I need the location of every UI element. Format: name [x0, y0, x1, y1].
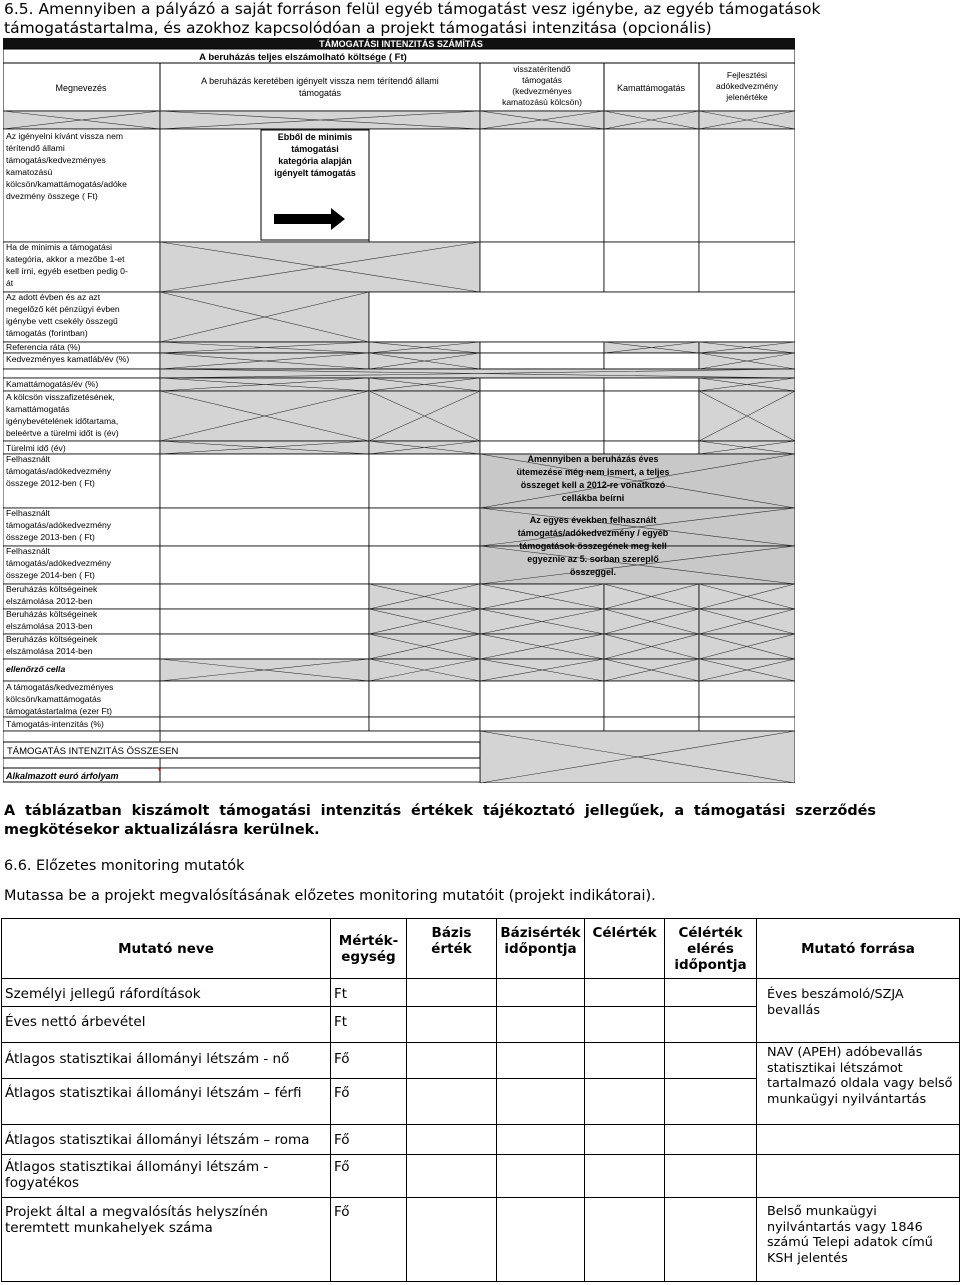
sheet-cell: [3, 758, 160, 768]
sheet-row-label: támogatás/adókedvezmény: [6, 466, 112, 476]
base-date-cell[interactable]: [497, 1007, 585, 1043]
base-date-cell[interactable]: [497, 1043, 585, 1079]
intensity-calculation-sheet: [3, 38, 795, 783]
col-visszaterit-l4: kamatozású kölcsön): [502, 97, 582, 107]
sheet-row-label: Kedvezményes kamatláb/év (%): [6, 354, 130, 364]
table-row: [2, 1043, 960, 1079]
euro-rate-label: Alkalmazott euró árfolyam: [6, 771, 119, 781]
col-vissza-nem-l1: A beruházás keretében igényelt vissza nem térítendő állami: [201, 76, 439, 86]
sheet-cell: [699, 717, 795, 731]
sheet-cell: [604, 129, 699, 242]
sheet-cell: [480, 391, 604, 441]
target-date-cell[interactable]: [665, 1155, 757, 1198]
indicator-unit: Fő: [331, 1125, 407, 1155]
deminimis-l4: igényelt támogatás: [274, 168, 356, 178]
sheet-row-label: elszámolása 2014-ben: [6, 646, 93, 656]
indicator-source: NAV (APEH) adóbevallás statisztikai létszámot tartalmazó oldala vagy belső munkaügyi nyilvántartás: [757, 1043, 960, 1125]
base-date-cell[interactable]: [497, 1198, 585, 1282]
indicator-name: Átlagos statisztikai állományi létszám – roma: [2, 1125, 331, 1155]
sheet-row-label: Türelmi idő (év): [6, 443, 66, 453]
sheet-row-label: kamatozású: [6, 167, 53, 177]
sheet-cell: [480, 242, 604, 292]
sheet-cell: [369, 546, 480, 584]
sheet-cell: [604, 378, 699, 391]
sheet-cell: [160, 546, 369, 584]
sheet-cell: [160, 609, 369, 634]
table-row: [2, 1155, 960, 1198]
sheet-cell: [160, 731, 480, 742]
col-visszaterit-l1: visszatérítendő: [513, 64, 571, 74]
sheet-row-label: térítendő állami: [6, 143, 65, 153]
sheet-row-label: igénybevételének időtartama,: [6, 416, 119, 426]
section-heading-line1: 6.5. Amennyiben a pályázó a saját forráson felül egyéb támogatást vesz igénybe, az egyéb támogatások: [4, 0, 821, 18]
sheet-row-label: elszámolása 2012-ben: [6, 596, 93, 606]
source-empty-cell[interactable]: [757, 1125, 960, 1155]
base-date-cell[interactable]: [497, 1155, 585, 1198]
table-row: [2, 1198, 960, 1282]
sheet-row-label: Támogatás-intenzitás (%): [6, 719, 104, 729]
indicator-unit: Ft: [331, 979, 407, 1007]
sheet-row-label: támogatástartalma (ezer Ft): [6, 706, 113, 716]
note-b-l2: támogatás/adókedvezmény / egyéb: [517, 528, 669, 538]
note-b-l4: egyeznie az 5. sorban szereplő: [527, 554, 659, 564]
total-intensity-label: TÁMOGATÁS INTENZITÁS ÖSSZESEN: [7, 746, 179, 757]
base-value-cell[interactable]: [407, 1155, 497, 1198]
note-b-l3: támogatások összegének meg kell: [519, 541, 667, 551]
indicator-unit: Fő: [331, 1198, 407, 1282]
sheet-cell: [369, 292, 795, 342]
target-date-cell[interactable]: [665, 1043, 757, 1079]
indicators-header-row: [2, 919, 960, 979]
note-b-l1: Az egyes években felhasznált: [529, 515, 657, 525]
deminimis-l2: támogatási: [291, 144, 339, 154]
header-base-date: Bázisérték időpontja: [497, 919, 585, 979]
sheet-row-label: összege 2014-ben ( Ft): [6, 570, 95, 580]
table-row: [2, 1125, 960, 1155]
sheet-row-label: át: [6, 278, 14, 288]
col-kamattamogatas: Kamattámogatás: [616, 83, 686, 93]
base-date-cell[interactable]: [497, 1079, 585, 1125]
sheet-cell: [160, 508, 369, 546]
target-value-cell[interactable]: [585, 979, 665, 1007]
indicator-unit: Fő: [331, 1043, 407, 1079]
sheet-row-label: kölcsön/kamattámogatás/adóke: [6, 179, 127, 189]
sheet-row-label: kölcsön/kamattámogatás: [6, 694, 102, 704]
sheet-cell: [369, 508, 480, 546]
target-date-cell[interactable]: [665, 1125, 757, 1155]
indicator-source: Belső munkaügyi nyilvántartás vagy 1846 számú Telepi adatok című KSH jelentés: [757, 1198, 960, 1282]
target-value-cell[interactable]: [585, 1198, 665, 1282]
sheet-row-label: összege 2012-ben ( Ft): [6, 478, 95, 488]
indicator-name: Átlagos statisztikai állományi létszám – férfi: [2, 1079, 331, 1125]
section-heading-line2: támogatástartalma, és azokhoz kapcsolódóan a projekt támogatási intenzitása (opcionális): [4, 19, 712, 37]
sheet-cell: [604, 717, 699, 731]
header-target: Célérték: [585, 919, 665, 979]
sheet-cell: [160, 454, 369, 508]
sheet-cell: [480, 681, 604, 717]
sheet-row-label: Beruházás költségeinek: [6, 609, 98, 619]
sheet-row-label: összege 2013-ben ( Ft): [6, 532, 95, 542]
header-source: Mutató forrása: [757, 919, 960, 979]
sheet-cell: [369, 129, 480, 242]
sheet-row-label: megelőző két pénzügyi évben: [6, 304, 120, 314]
target-value-cell[interactable]: [585, 1125, 665, 1155]
header-target-date: Célérték elérés időpontja: [665, 919, 757, 979]
section-heading-6-6: 6.6. Előzetes monitoring mutatók: [4, 858, 245, 874]
note-a-l2: ütemezése még nem ismert, a teljes: [516, 467, 670, 477]
sheet-cell: [480, 717, 604, 731]
sheet-cell: [699, 681, 795, 717]
indicator-name: Éves nettó árbevétel: [2, 1007, 331, 1043]
table-row: [2, 979, 960, 1007]
sheet-row-label: dvezmény összege ( Ft): [6, 191, 98, 201]
col-fejlesztesi-l2: adókedvezmény: [716, 81, 778, 91]
sheet-row-label: támogatás (forintban): [6, 328, 88, 338]
sheet-row-label: ellenőrző cella: [6, 664, 66, 674]
sheet-cell: [480, 378, 604, 391]
sheet-cell: [369, 681, 480, 717]
sheet-subtitle: A beruházás teljes elszámolható költsége ( Ft): [199, 52, 407, 63]
sheet-title: TÁMOGATÁSI INTENZITÁS SZÁMÍTÁS: [319, 39, 483, 49]
sheet-row-label: A kölcsön visszafizetésének,: [6, 392, 115, 402]
target-date-cell[interactable]: [665, 1007, 757, 1043]
base-value-cell[interactable]: [407, 1043, 497, 1079]
sheet-cell: [480, 353, 604, 369]
indicators-intro: Mutassa be a projekt megvalósításának előzetes monitoring mutatóit (projekt indikátorai).: [4, 888, 656, 904]
sheet-row-label: Felhasznált: [6, 508, 50, 518]
base-date-cell[interactable]: [497, 979, 585, 1007]
indicator-unit: Fő: [331, 1155, 407, 1198]
col-megnevezes: Megnevezés: [55, 83, 107, 93]
sheet-cell: [160, 758, 480, 768]
sheet-row-label: kell írni, egyéb esetben pedig 0-: [6, 266, 128, 276]
sheet-row-label: Az igényelni kívánt vissza nem: [6, 131, 124, 141]
indicator-name: Személyi jellegű ráfordítások: [2, 979, 331, 1007]
sheet-row-label: igénybe vett csekély összegű: [6, 316, 118, 326]
sheet-row-label: Felhasznált: [6, 546, 50, 556]
sheet-row-label: Az adott évben és az azt: [6, 292, 101, 302]
sheet-cell: [604, 353, 699, 369]
note-b-l5: összeggel.: [569, 567, 617, 577]
note-a-l1: Amennyiben a beruházás éves: [527, 454, 659, 464]
target-value-cell[interactable]: [585, 1155, 665, 1198]
sheet-cell: [480, 441, 604, 454]
indicator-name: Átlagos statisztikai állományi létszám - fogyatékos: [2, 1155, 331, 1198]
target-date-cell[interactable]: [665, 1198, 757, 1282]
sheet-cell: [699, 242, 795, 292]
header-unit: Mérték- egység: [331, 919, 407, 979]
sheet-cell: [480, 342, 604, 353]
col-visszaterit-l2: támogatás: [522, 75, 562, 85]
sheet-cell: [604, 242, 699, 292]
sheet-cell: [699, 129, 795, 242]
header-base: Bázis érték: [407, 919, 497, 979]
base-value-cell[interactable]: [407, 1079, 497, 1125]
sheet-row-label: beleértve a türelmi időt is (év): [6, 428, 119, 438]
indicators-table: [1, 918, 960, 1282]
sheet-cell: [160, 681, 369, 717]
col-vissza-nem-l2: támogatás: [298, 88, 342, 98]
row-label-cell: [3, 369, 160, 378]
sheet-row-label: kamattámogatás: [6, 404, 70, 414]
indicator-unit: Ft: [331, 1007, 407, 1043]
sheet-row-label: kategória, akkor a mezőbe 1-et: [6, 254, 125, 264]
base-value-cell[interactable]: [407, 1007, 497, 1043]
header-name: Mutató neve: [2, 919, 331, 979]
sheet-row-label: Kamattámogatás/év (%): [6, 379, 99, 389]
target-value-cell[interactable]: [585, 1007, 665, 1043]
col-fejlesztesi-l1: Fejlesztési: [726, 70, 768, 80]
section-heading-6-5: [4, 0, 954, 38]
sheet-row-label: Beruházás költségeinek: [6, 634, 98, 644]
indicator-name: Projekt által a megvalósítás helyszínén teremtett munkahelyek száma: [2, 1198, 331, 1282]
source-empty-cell[interactable]: [757, 1155, 960, 1198]
sheet-row-label: Ha de minimis a támogatási: [6, 242, 113, 252]
base-value-cell[interactable]: [407, 1125, 497, 1155]
deminimis-box: [261, 130, 369, 240]
sheet-row-label: támogatás/kedvezményes: [6, 155, 106, 165]
sheet-cell: [604, 391, 699, 441]
indicator-source: Éves beszámoló/SZJA bevallás: [757, 979, 960, 1043]
col-visszaterit-l3: (kedvezményes: [512, 86, 572, 96]
sheet-row-label: Referencia ráta (%): [6, 342, 81, 352]
sheet-cell: [480, 129, 604, 242]
sheet-cell: [160, 768, 480, 782]
sheet-row-label: támogatás/adókedvezmény: [6, 558, 112, 568]
sheet-cell: [369, 454, 480, 508]
sheet-row-label: Felhasznált: [6, 454, 50, 464]
indicator-name: Átlagos statisztikai állományi létszám - nő: [2, 1043, 331, 1079]
sheet-row-label: támogatás/adókedvezmény: [6, 520, 112, 530]
intensity-note: A táblázatban kiszámolt támogatási intenzitás értékek tájékoztató jellegűek, a támogatási szerződés megkötésekor aktualizálásra kerülnek.: [4, 803, 876, 838]
note-a-l3: összeget kell a 2012-re vonatkozó: [520, 480, 666, 490]
target-date-cell[interactable]: [665, 1079, 757, 1125]
sheet-body-grid: [3, 129, 795, 783]
sheet-cell: [160, 634, 369, 659]
note-a-l4: cellákba beírni: [561, 493, 625, 503]
sheet-cell: [160, 584, 369, 609]
deminimis-l3: kategória alapján: [278, 156, 352, 166]
sheet-cell: [604, 441, 699, 454]
deminimis-l1: Ebből de minimis: [277, 132, 353, 142]
sheet-cell: [369, 717, 480, 731]
sheet-row-label: A támogatás/kedvezményes: [6, 682, 114, 692]
base-value-cell[interactable]: [407, 1198, 497, 1282]
col-fejlesztesi-l3: jelenértéke: [726, 92, 768, 102]
base-value-cell[interactable]: [407, 979, 497, 1007]
sheet-cell: [3, 731, 160, 742]
sheet-cell: [160, 717, 369, 731]
indicator-unit: Fő: [331, 1079, 407, 1125]
sheet-row-label: elszámolása 2013-ben: [6, 621, 93, 631]
sheet-row-label: Beruházás költségeinek: [6, 584, 98, 594]
crossed-strip-row: [3, 111, 795, 129]
sheet-cell: [604, 681, 699, 717]
target-date-cell[interactable]: [665, 979, 757, 1007]
target-value-cell[interactable]: [585, 1079, 665, 1125]
target-value-cell[interactable]: [585, 1043, 665, 1079]
base-date-cell[interactable]: [497, 1125, 585, 1155]
